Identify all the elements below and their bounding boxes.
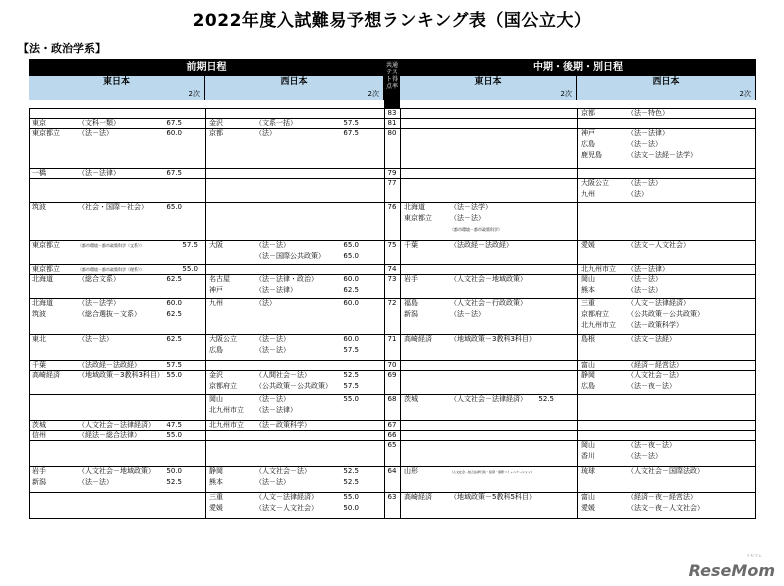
university-entry [209,274,359,285]
deviation-score: 52.5 [343,371,359,379]
score-cell: 83 [387,109,397,117]
university-name: 茨城 [404,395,418,403]
score-cell: 80 [387,129,397,137]
second-label-fe: 2次 [29,89,205,100]
university-entry [209,251,359,262]
university-name: 京都府立 [209,382,237,390]
department-name: （法－法） [78,335,113,343]
department-name: （法文－夜－人文社会） [627,504,704,512]
university-name: 富山 [581,361,595,369]
score-cell: 68 [387,395,397,403]
deviation-score: 60.0 [343,299,359,307]
department-name: （経済－夜－経営法） [627,493,697,501]
department-name: （法－法） [255,346,290,354]
department-name: （地域政策－3教科3科目） [78,371,164,379]
department-name: （法－国際公共政策） [255,252,325,260]
university-name: 広島 [581,140,595,148]
university-entry [404,274,554,285]
university-entry [404,394,554,405]
university-entry [581,139,731,150]
deviation-score: 60.0 [166,129,182,137]
university-entry [209,381,359,392]
score-cell: 79 [387,169,397,177]
university-entry [32,274,182,285]
department-name: （人文社会－法） [255,467,311,475]
department-name: （経法－総合法律） [78,431,141,439]
department-name: （法文－人文社会） [255,504,318,512]
score-column-header: 共通テスト得点率 [384,59,400,108]
deviation-score: 67.5 [166,169,182,177]
university-name: 北海道 [32,299,53,307]
deviation-score: 57.5 [343,119,359,127]
university-entry [32,477,182,488]
department-name: （法－法） [255,395,290,403]
department-name: （法－法） [255,478,290,486]
university-entry [404,213,554,224]
deviation-score: 57.5 [343,346,359,354]
university-entry [32,298,182,309]
department-name: （人文社会－法） [627,371,683,379]
university-name: 東京都立 [404,214,432,222]
deviation-score: 67.5 [343,129,359,137]
column-divider [29,108,30,519]
university-name: 北九州市立 [581,321,616,329]
deviation-score: 62.5 [343,286,359,294]
department-name: （人文－法律経済） [255,493,318,501]
university-name: 京都 [581,109,595,117]
university-entry [581,298,731,309]
university-name: 北九州市立 [209,421,244,429]
university-name: 京都府立 [581,310,609,318]
university-entry [581,370,731,381]
university-name: 岡山 [581,441,595,449]
university-name: 岡山 [209,395,223,403]
university-name: 愛媛 [581,504,595,512]
deviation-score: 57.5 [166,361,182,369]
score-cell: 77 [387,179,397,187]
university-name: 筑波 [32,310,46,318]
university-name: 九州 [581,190,595,198]
university-name: 東京都立 [32,241,60,249]
ranking-table [29,59,756,549]
university-name: 新潟 [32,478,46,486]
department-name: （人文社会－地域政策） [78,467,155,475]
second-label-bw: 2次 [577,89,756,100]
deviation-score: 55.0 [343,493,359,501]
university-entry [32,334,182,345]
university-entry [209,240,359,251]
department-name: （法） [255,129,276,137]
university-name: 千葉 [404,241,418,249]
university-entry [581,334,731,345]
university-entry [209,466,359,477]
second-label-fw: 2次 [205,89,384,100]
department-name: （法－法） [627,286,662,294]
university-name: 高崎経済 [404,335,432,343]
score-cell: 74 [387,265,397,273]
department-name: （法政経－法政経） [450,241,513,249]
university-name: 香川 [581,452,595,460]
university-name: 富山 [581,493,595,501]
score-cell: 72 [387,299,397,307]
university-entry [32,370,182,381]
score-cell: 75 [387,241,397,249]
university-entry [581,440,731,451]
deviation-score: 62.5 [166,335,182,343]
department-name: （人文社会－国際法政） [627,467,704,475]
department-name: （社会・国際－社会） [78,203,148,211]
university-entry [581,240,731,251]
university-name: 茨城 [32,421,46,429]
university-name: 琉球 [581,467,595,475]
university-entry [581,451,731,462]
university-entry [209,334,359,345]
department-name: （経済－経営法） [627,361,683,369]
university-entry [581,320,731,331]
department-name: （法文－法経） [627,335,676,343]
department-name: （総合選抜－文系） [78,310,141,318]
university-name: 三重 [581,299,595,307]
department-name: （法－法学） [450,203,492,211]
department-name: （総合文系） [78,275,120,283]
department-name: （法－夜－法） [627,382,676,390]
department-name: （人文社会－総合法律行政・経済・国際コミュニケーション） [450,470,534,474]
university-name: 愛媛 [209,504,223,512]
university-entry [404,309,554,320]
deviation-score: 57.5 [182,241,198,249]
university-name: 高崎経済 [404,493,432,501]
university-entry [209,503,359,514]
university-entry [32,240,198,251]
deviation-score: 67.5 [166,119,182,127]
header-back-east: 東日本 [400,76,577,89]
university-name: 北海道 [404,203,425,211]
university-entry [581,285,731,296]
department-name: （法－政策科学） [255,421,311,429]
deviation-score: 47.5 [166,421,182,429]
department-name: （法－法） [255,241,290,249]
department-name: （人文社会－地域政策） [450,275,527,283]
banner-front: 前期日程 [29,59,384,76]
university-entry [581,492,731,503]
department-name: （法－政策科学） [627,321,683,329]
university-entry [581,150,731,161]
university-entry [581,503,731,514]
score-cell: 64 [387,467,397,475]
department-name: （文系一括） [255,119,297,127]
department-name: （法－法律） [78,169,120,177]
department-name: （公共政策－公共政策） [255,382,332,390]
deviation-score: 52.5 [538,395,554,403]
department-name: （法－法律・政治） [255,275,318,283]
university-name: 一橋 [32,169,46,177]
department-name: （法－法） [78,129,113,137]
university-entry [404,492,554,503]
department-name: （地域政策－5教科5科目） [450,493,536,501]
deviation-score: 55.0 [343,395,359,403]
university-name: 新潟 [404,310,418,318]
department-name: （法－法） [627,452,662,460]
score-cell: 81 [387,119,397,127]
university-name: 神戸 [581,129,595,137]
deviation-score: 57.5 [343,382,359,390]
university-name: 北九州市立 [209,406,244,414]
department-name: （法文－人文社会） [627,241,690,249]
department-name: （法－法律） [255,286,297,294]
score-cell: 66 [387,431,397,439]
department-name: （都市環境－都市政策科学） [450,227,502,232]
deviation-score: 65.0 [166,203,182,211]
university-name: 京都 [209,129,223,137]
university-name: 大阪 [209,241,223,249]
university-name: 鹿児島 [581,151,602,159]
department-name: （法政経－法政経） [78,361,141,369]
score-cell: 76 [387,203,397,211]
deviation-score: 55.0 [182,265,198,273]
university-name: 静岡 [209,467,223,475]
deviation-score: 60.0 [343,335,359,343]
university-entry [209,492,359,503]
university-entry [581,189,731,200]
department-name: （都市環境－都市政策科学（理系）） [78,267,144,272]
university-name: 筑波 [32,203,46,211]
university-entry [209,477,359,488]
university-name: 静岡 [581,371,595,379]
department-name: （法－夜－法） [627,441,676,449]
department-name: （人文－法律経済） [627,299,690,307]
header-front-east: 東日本 [29,76,205,89]
university-name: 熊本 [209,478,223,486]
score-cell: 65 [387,441,397,449]
university-name: 島根 [581,335,595,343]
university-entry [404,202,554,213]
university-name: 九州 [209,299,223,307]
university-entry [209,370,359,381]
university-name: 名古屋 [209,275,230,283]
header-back-west: 西日本 [577,76,756,89]
university-entry [404,298,554,309]
department-name: （法－法律） [627,129,669,137]
department-name: （人文社会－行政政策） [450,299,527,307]
university-name: 三重 [209,493,223,501]
university-name: 東北 [32,335,46,343]
department-name: （公共政策－公共政策） [627,310,704,318]
deviation-score: 55.0 [166,371,182,379]
university-name: 岩手 [32,467,46,475]
university-entry [209,405,359,416]
university-name: 東京都立 [32,265,60,273]
score-cell: 73 [387,275,397,283]
university-entry [209,285,359,296]
university-name: 神戸 [209,286,223,294]
department-name: （法－法律） [627,265,669,273]
header-front-west: 西日本 [205,76,384,89]
university-entry [404,240,554,251]
university-name: 岩手 [404,275,418,283]
department-name: （法－法学） [78,299,120,307]
university-entry [581,178,731,189]
score-cell: 67 [387,421,397,429]
department-name: （法－特色） [627,109,669,117]
university-entry [32,128,182,139]
department-name: （法－法律） [255,406,297,414]
department-name: （人文社会－法律経済） [78,421,155,429]
deviation-score: 65.0 [343,252,359,260]
banner-back: 中期・後期・別日程 [400,59,756,76]
university-name: 東京都立 [32,129,60,137]
row-divider [29,518,756,519]
column-divider [577,108,578,519]
department-name: （文科一類） [78,119,120,127]
score-cell: 63 [387,493,397,501]
deviation-score: 62.5 [166,275,182,283]
deviation-score: 52.5 [343,467,359,475]
university-name: 大阪公立 [581,179,609,187]
score-cell: 69 [387,371,397,379]
department-name: （人間社会－法） [255,371,311,379]
university-name: 千葉 [32,361,46,369]
university-entry [404,466,596,478]
university-name: 金沢 [209,371,223,379]
university-entry [209,394,359,405]
university-name: 広島 [209,346,223,354]
department-name: （法） [627,190,648,198]
department-name: （法－法） [450,214,485,222]
university-entry [32,202,182,213]
department-name: （人文社会－法律経済） [450,395,527,403]
university-entry [404,334,554,345]
university-name: 信州 [32,431,46,439]
column-divider [400,108,401,519]
deviation-score: 52.5 [343,478,359,486]
page-title: 2022年度入試難易予想ランキング表（国公立大） [192,11,592,31]
department-name: （法－法） [627,140,662,148]
score-cell: 70 [387,361,397,369]
university-entry [581,381,731,392]
university-name: 北海道 [32,275,53,283]
university-entry [581,274,731,285]
university-name: 東京 [32,119,46,127]
university-entry [32,309,182,320]
university-name: 広島 [581,382,595,390]
deviation-score: 60.0 [166,299,182,307]
department-name: （法－法） [627,179,662,187]
university-entry [581,466,731,477]
department-name: （法－法） [78,478,113,486]
university-name: 熊本 [581,286,595,294]
university-name: 山形 [404,467,418,475]
department-name: （都市環境－都市政策科学（文系）） [78,243,144,248]
department-name: （法－法） [627,275,662,283]
university-name: 北九州市立 [581,265,616,273]
university-entry [404,224,570,235]
deviation-score: 55.0 [166,431,182,439]
column-divider [384,108,385,519]
university-name: 金沢 [209,119,223,127]
deviation-score: 52.5 [166,478,182,486]
second-label-be: 2次 [400,89,577,100]
deviation-score: 62.5 [166,310,182,318]
department-name: （法－法） [255,335,290,343]
university-name: 福島 [404,299,418,307]
university-name: 愛媛 [581,241,595,249]
column-divider [755,108,756,519]
department-name: （法－法） [450,310,485,318]
section-heading: 【法・政治学系】 [18,42,106,55]
deviation-score: 50.0 [343,504,359,512]
column-divider [205,108,206,519]
university-name: 大阪公立 [209,335,237,343]
university-entry [32,466,182,477]
university-entry [581,309,731,320]
university-entry [209,345,359,356]
university-name: 高崎経済 [32,371,60,379]
university-name: 岡山 [581,275,595,283]
university-entry [209,128,359,139]
department-name: （法） [255,299,276,307]
university-entry [209,298,359,309]
logo-subtext: リセマム [746,553,762,558]
department-name: （地域政策－3教科3科目） [450,335,536,343]
resemom-logo: ReseMom [688,561,775,580]
score-cell: 71 [387,335,397,343]
deviation-score: 65.0 [343,241,359,249]
department-name: （法文－法経－法学） [627,151,697,159]
deviation-score: 60.0 [343,275,359,283]
university-entry [581,128,731,139]
deviation-score: 50.0 [166,467,182,475]
